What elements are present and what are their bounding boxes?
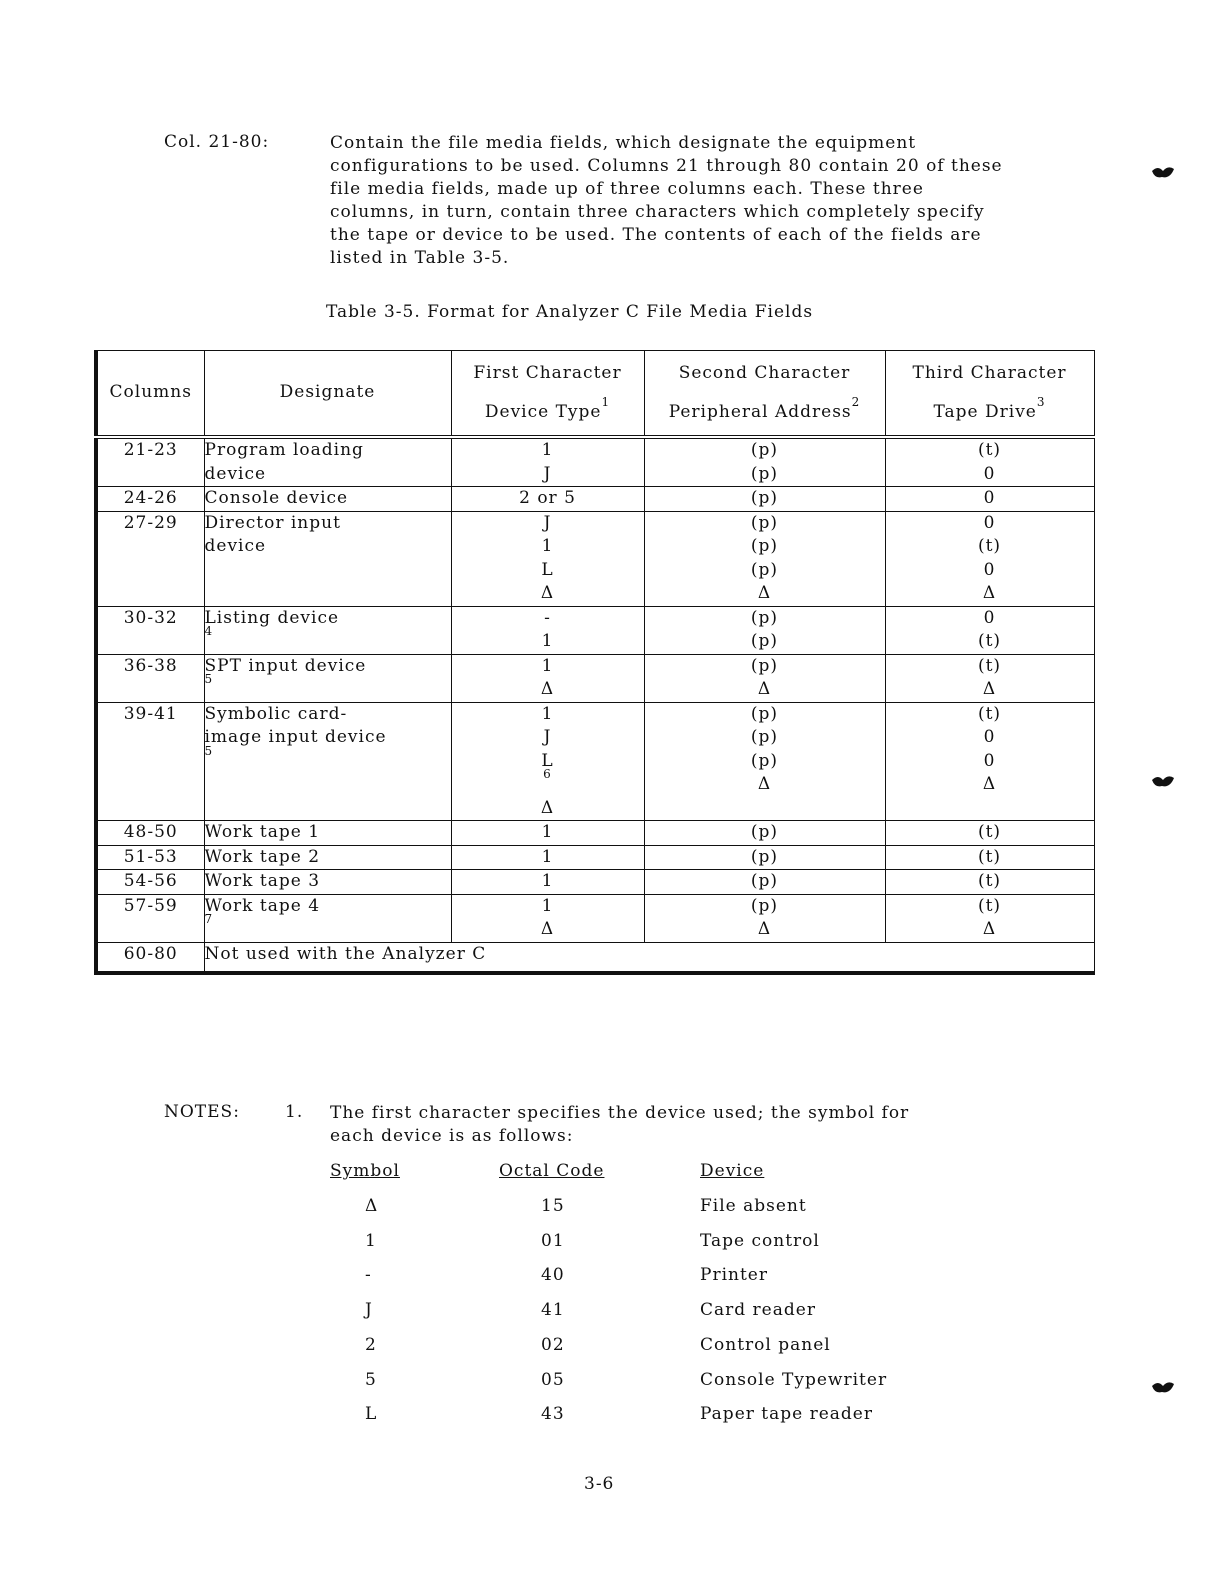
header-columns: Columns [96,351,204,438]
symbol-header: Symbol [330,1161,400,1181]
header-designate: Designate [204,351,451,438]
header-first-character: First Character Device Type$^1$ [451,351,644,438]
designate-cell: Console device [204,487,451,512]
notes-number: 1. [285,1102,304,1122]
header-second-character: Second Character Peripheral Address$^2$ [644,351,885,438]
notes-text: The first character specifies the device used; the symbol for each device is as follows: [330,1103,910,1146]
ink-mark-icon [1150,772,1176,790]
columns-cell: 30-32 [96,606,204,654]
second-character-cell: (p) (p) (p) Δ [644,702,885,821]
symbol-cell: - [365,1265,372,1286]
first-character-cell: 1 J [451,437,644,487]
columns-cell: 39-41 [96,702,204,821]
third-character-cell: (t) [885,870,1094,895]
columns-cell: 54-56 [96,870,204,895]
third-character-cell: 0 [885,487,1094,512]
octal-code-cell: 01 [541,1230,565,1251]
designate-cell: Work tape 1 [204,821,451,846]
first-character-cell: 1 [451,821,644,846]
device-cell: Printer [700,1265,768,1286]
device-cell: Tape control [700,1230,820,1251]
octal-header: Octal Code [499,1161,605,1181]
table-header-row [96,351,1094,438]
symbol-cell: L [365,1404,378,1425]
notes-label: NOTES: [164,1102,240,1122]
device-cell: Card reader [700,1300,816,1321]
second-character-cell: (p) (p) [644,437,885,487]
file-media-table [94,350,1095,975]
first-character-cell: J 1 L Δ [451,511,644,606]
third-character-cell: (t) Δ [885,894,1094,942]
first-character-cell: 1 [451,870,644,895]
columns-cell: 27-29 [96,511,204,606]
first-character-cell: 1 [451,845,644,870]
designate-cell: Symbolic card- image input device $^5$ [204,702,451,821]
third-character-cell: (t) [885,845,1094,870]
device-cell: Console Typewriter [700,1369,888,1390]
table-row [96,702,1094,821]
symbol-cell: 5 [365,1369,377,1390]
device-header: Device [700,1161,765,1181]
designate-cell: Director input device [204,511,451,606]
table-row [96,487,1094,512]
third-character-cell: 0 (t) [885,606,1094,654]
third-character-cell: (t) [885,821,1094,846]
device-cell: File absent [700,1196,807,1216]
second-character-cell: (p) (p) [644,606,885,654]
table-row [96,845,1094,870]
intro-paragraph: Contain the file media fields, which designate the equipment configurations to be used. Columns 21 through 80 contain 20 of these file media fields, made up of three columns each. These three columns, in turn, contain three characters which completely specify the tape or device to be used. The contents of each of the fields are listed in Table 3-5. [330,133,1003,268]
table-row [96,894,1094,942]
octal-code-cell: 40 [541,1265,565,1286]
octal-code-cell: 15 [541,1196,565,1216]
second-character-cell: (p) [644,870,885,895]
columns-cell: 36-38 [96,654,204,702]
columns-cell: 21-23 [96,437,204,487]
second-character-cell: (p) [644,845,885,870]
unused-note-cell: Not used with the Analyzer C [204,942,1094,973]
third-character-cell: 0 (t) 0 Δ [885,511,1094,606]
columns-cell: 48-50 [96,821,204,846]
second-character-cell: (p) [644,821,885,846]
table-row [96,606,1094,654]
first-character-cell: 2 or 5 [451,487,644,512]
first-character-cell: 1 J L $^6$ Δ [451,702,644,821]
first-character-cell: 1 Δ [451,654,644,702]
intro-label: Col. 21-80: [164,132,270,152]
symbol-cell: J [365,1300,373,1321]
columns-cell: 51-53 [96,845,204,870]
designate-cell: Work tape 4 $^7$ [204,894,451,942]
third-character-cell: (t) Δ [885,654,1094,702]
table-caption: Table 3-5. Format for Analyzer C File Media Fields [326,302,814,322]
symbol-cell: 2 [365,1334,377,1355]
designate-cell: SPT input device $^5$ [204,654,451,702]
table-row [96,511,1094,606]
octal-code-cell: 41 [541,1300,565,1321]
third-character-cell: (t) 0 0 Δ [885,702,1094,821]
table-row-unused [96,942,1094,973]
designate-cell: Program loading device [204,437,451,487]
second-character-cell: (p) (p) (p) Δ [644,511,885,606]
octal-code-cell: 05 [541,1369,565,1390]
device-cell: Paper tape reader [700,1404,873,1425]
header-third-character: Third Character Tape Drive$^3$ [885,351,1094,438]
ink-mark-icon [1150,163,1176,181]
designate-cell: Work tape 2 [204,845,451,870]
table-row [96,870,1094,895]
second-character-cell: (p) [644,487,885,512]
second-character-cell: (p) Δ [644,894,885,942]
third-character-cell: (t) 0 [885,437,1094,487]
table-row [96,821,1094,846]
octal-code-cell: 43 [541,1404,565,1425]
columns-cell: 57-59 [96,894,204,942]
first-character-cell: 1 Δ [451,894,644,942]
table-row [96,654,1094,702]
symbol-cell: 1 [365,1230,377,1251]
octal-code-cell: 02 [541,1334,565,1355]
second-character-cell: (p) Δ [644,654,885,702]
columns-cell: 24-26 [96,487,204,512]
columns-cell: 60-80 [96,942,204,973]
device-cell: Control panel [700,1334,831,1355]
ink-mark-icon [1150,1378,1176,1396]
designate-cell: Work tape 3 [204,870,451,895]
symbol-cell: Δ [365,1196,379,1216]
table-row [96,437,1094,487]
first-character-cell: - 1 [451,606,644,654]
designate-cell: Listing device $^4$ [204,606,451,654]
page-number: 3-6 [584,1474,615,1494]
